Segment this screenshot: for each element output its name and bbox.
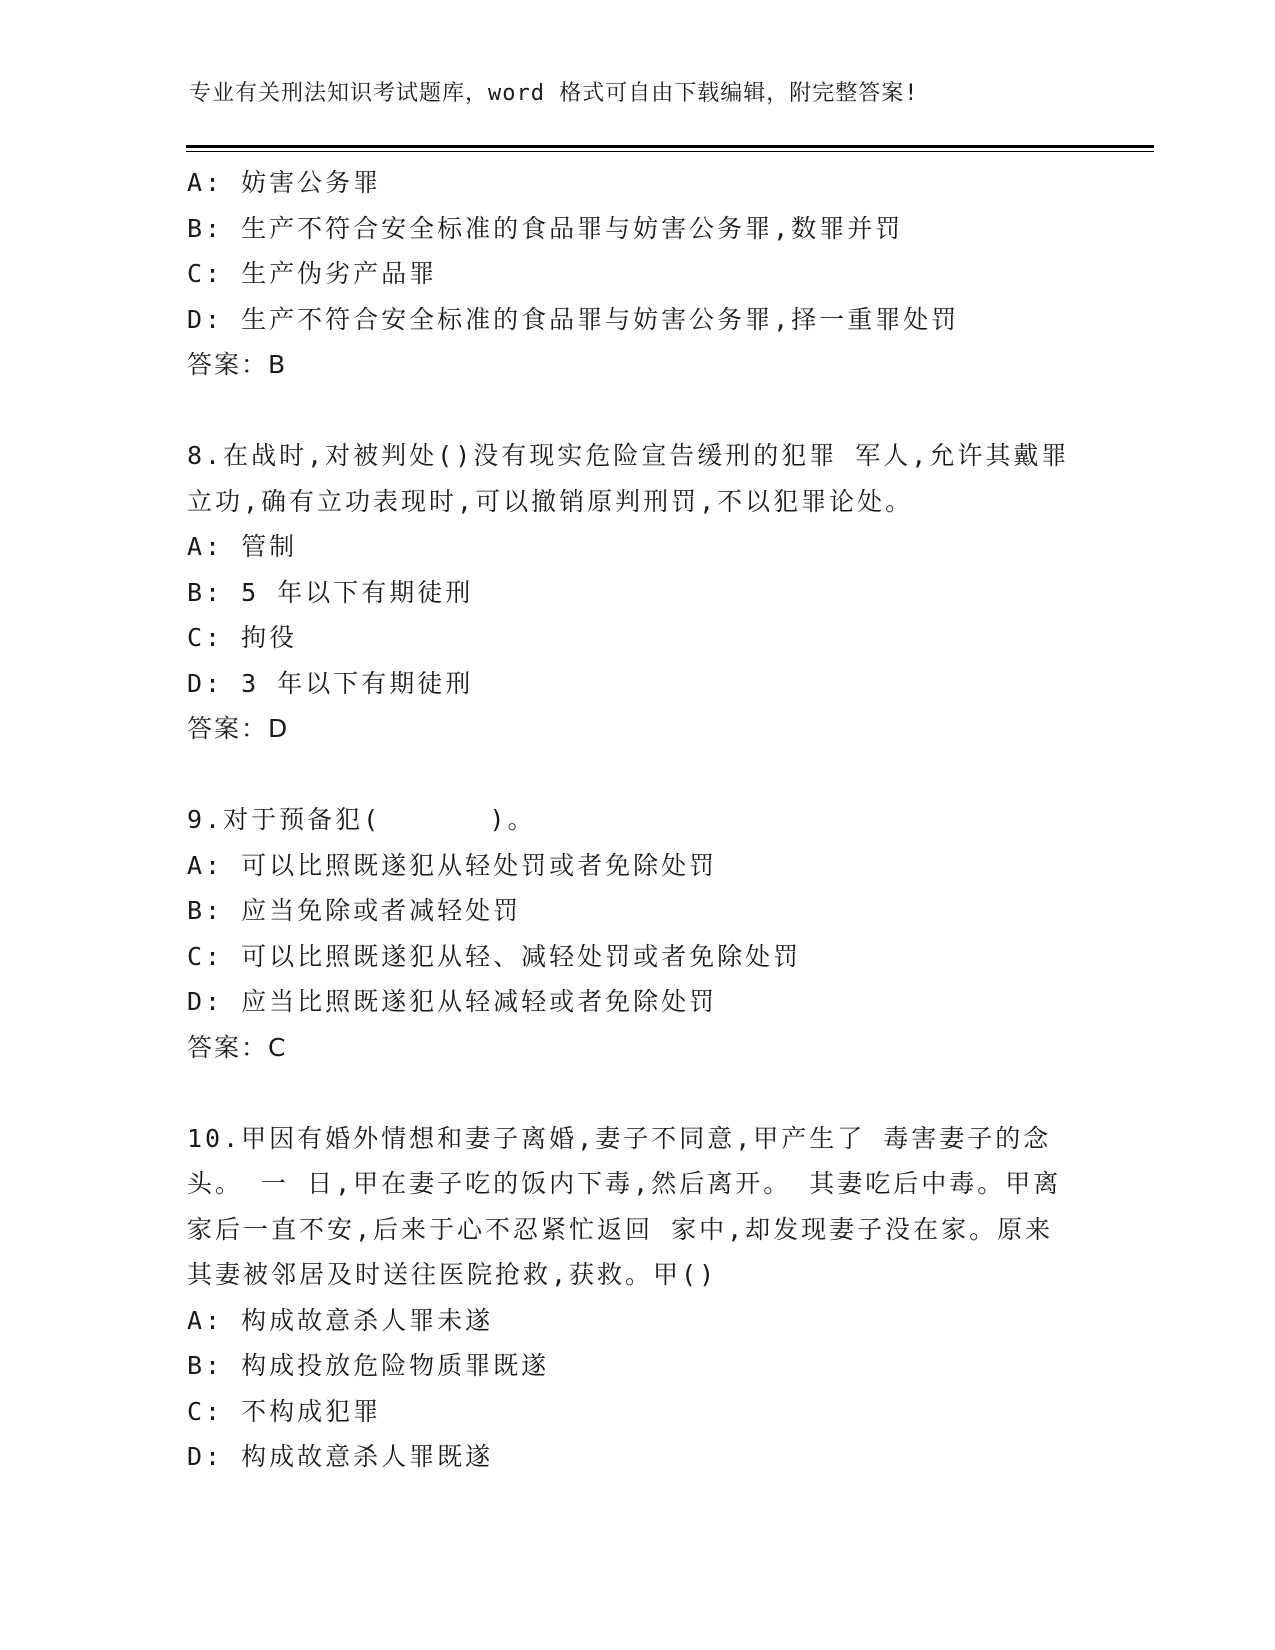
spacer (187, 388, 1087, 434)
option-d: D: 生产不符合安全标准的食品罪与妨害公务罪,择一重罪处罚 (187, 304, 960, 334)
option-b: B: 构成投放危险物质罪既遂 (187, 1351, 550, 1380)
option-c: C: 可以比照既遂犯从轻、减轻处罚或者免除处罚 (187, 941, 802, 971)
option-a: A: 管制 (187, 532, 298, 561)
header-rule-thick (186, 145, 1154, 148)
answer-line: 答案：C (187, 1032, 288, 1062)
question-block-9 (187, 797, 1087, 1070)
page-header: 专业有关刑法知识考试题库，word 格式可自由下载编辑，附完整答案! (189, 81, 919, 106)
option-c: C: 不构成犯罪 (187, 1396, 382, 1426)
option-a: A: 构成故意杀人罪未遂 (187, 1305, 494, 1335)
option-a: A: 可以比照既遂犯从轻处罚或者免除处罚 (187, 850, 718, 880)
question-stem-line: 8.在战时,对被判处()没有现实危险宣告缓刑的犯罪 军人,允许其戴罪 (187, 441, 1070, 470)
option-a: A: 妨害公务罪 (187, 168, 382, 197)
question-stem-line: 9.对于预备犯( )。 (187, 805, 536, 834)
question-stem-line: 其妻被邻居及时送往医院抢救,获救。甲() (187, 1260, 718, 1289)
option-c: C: 拘役 (187, 623, 298, 652)
question-stem-line: 家后一直不安,后来于心不忍紧忙返回 家中,却发现妻子没在家。原来 (187, 1214, 1054, 1244)
question-stem-line: 10.甲因有婚外情想和妻子离婚,妻子不同意,甲产生了 毒害妻子的念 (187, 1123, 1052, 1153)
spacer (187, 1070, 1087, 1116)
answer-line: 答案：D (187, 714, 290, 743)
question-block-8 (187, 433, 1087, 752)
question-block-10 (187, 1116, 1087, 1480)
option-b: B: 5 年以下有期徒刑 (187, 577, 474, 607)
answer-line: 答案：B (187, 350, 288, 379)
option-b: B: 应当免除或者减轻处罚 (187, 896, 522, 925)
header-rule-thin (186, 151, 1154, 152)
option-d: D: 应当比照既遂犯从轻减轻或者免除处罚 (187, 987, 718, 1016)
option-d: D: 构成故意杀人罪既遂 (187, 1442, 494, 1471)
question-stem-line: 头。 一 日,甲在妻子吃的饭内下毒,然后离开。 其妻吃后中毒。甲离 (187, 1169, 1062, 1198)
question-content (187, 160, 1087, 1480)
question-stem-line: 立功,确有立功表现时,可以撤销原判刑罚,不以犯罪论处。 (187, 486, 914, 516)
spacer (187, 752, 1087, 798)
option-c: C: 生产伪劣产品罪 (187, 259, 438, 288)
option-b: B: 生产不符合安全标准的食品罪与妨害公务罪,数罪并罚 (187, 213, 904, 243)
question-block-7 (187, 160, 1087, 388)
option-d: D: 3 年以下有期徒刑 (187, 668, 474, 698)
